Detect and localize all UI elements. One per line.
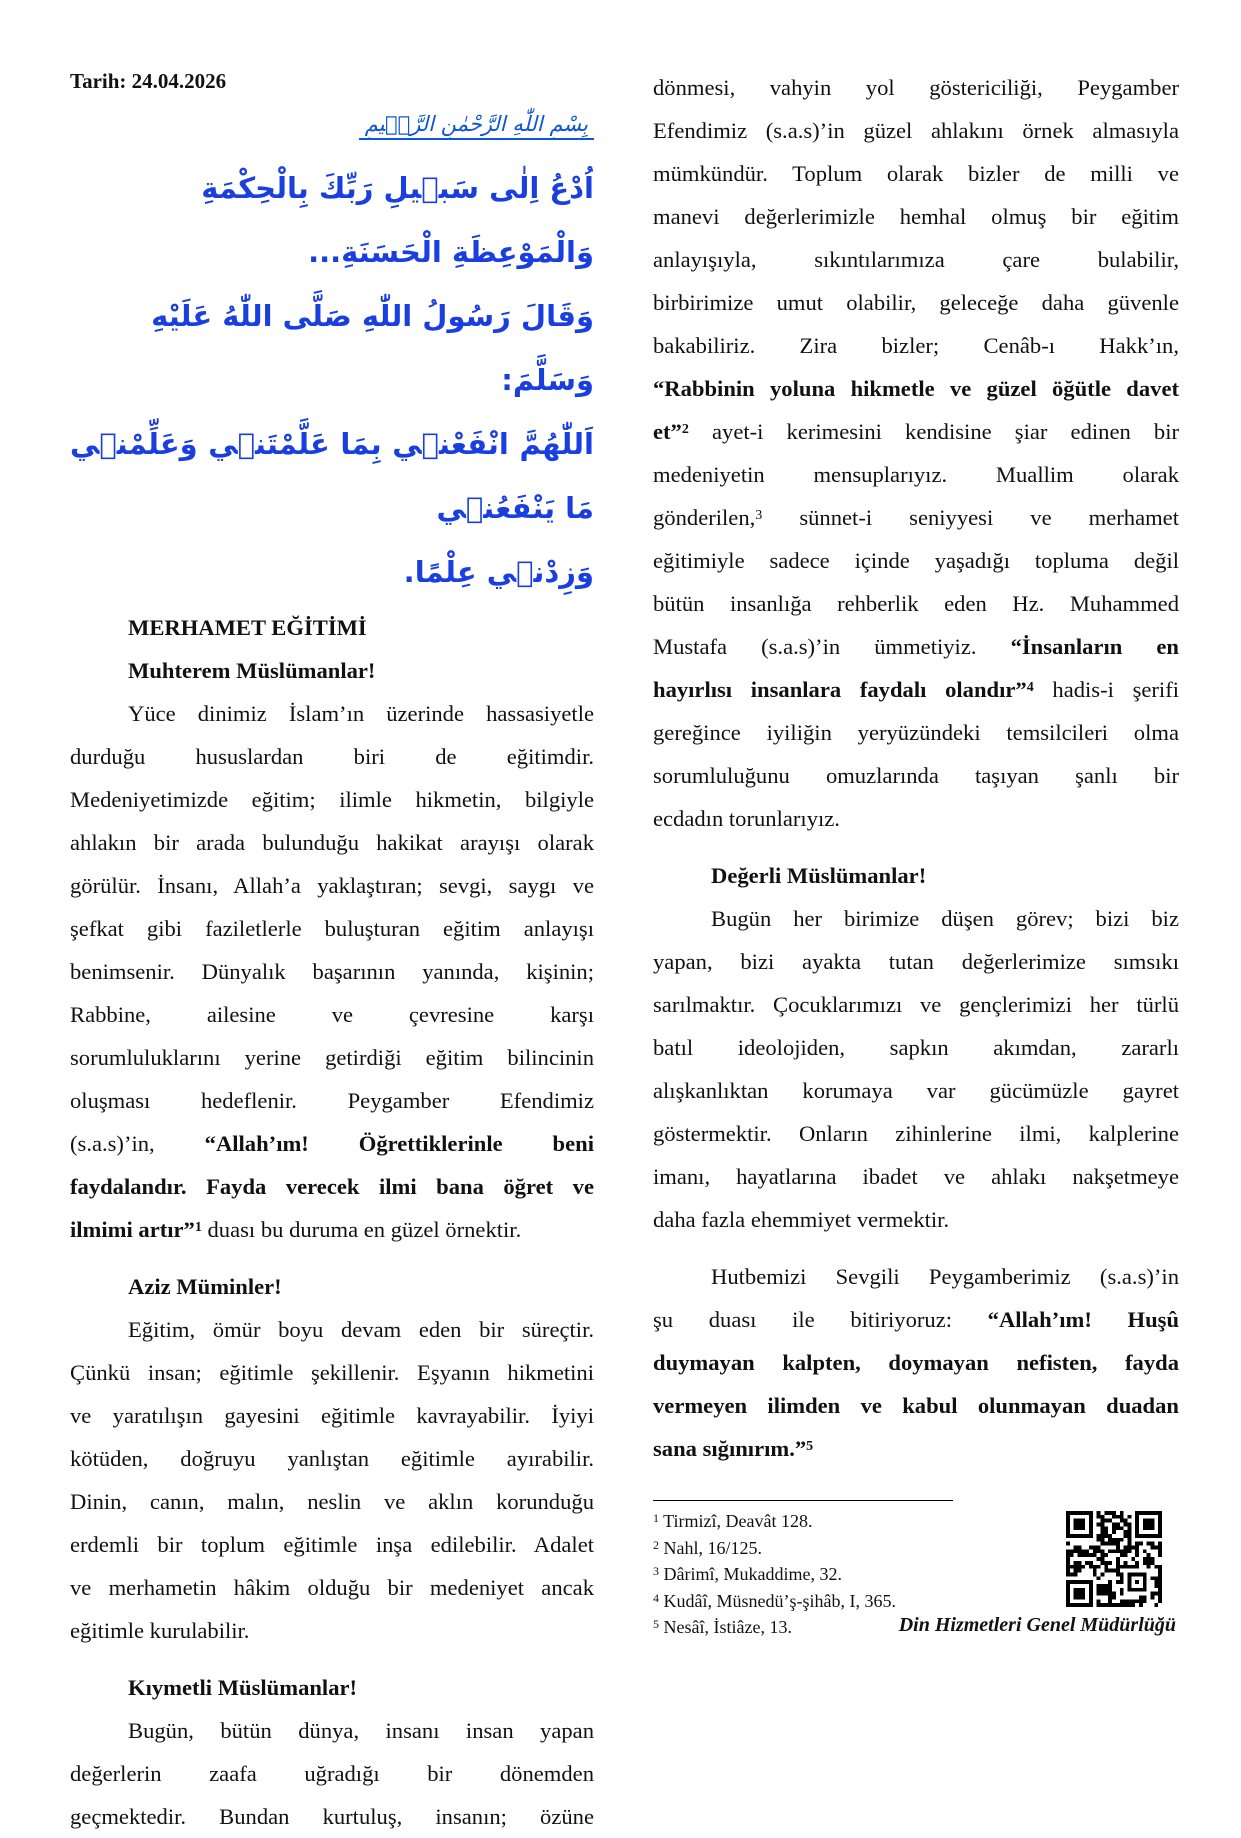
text-line	[653, 625, 1179, 668]
quote-run: faydalandır. Fayda verecek ilmi bana öğret ve	[70, 1174, 594, 1199]
paragraph-4	[653, 897, 1179, 1241]
text-run: (s.a.s)’in,	[70, 1131, 205, 1156]
paragraph-3	[70, 1709, 594, 1838]
text-line	[653, 1298, 1179, 1341]
qr-code-icon[interactable]	[1066, 1511, 1162, 1607]
text-run: ayet-i kerimesini kendisine şiar edinen bir	[688, 419, 1179, 444]
text-line: Bugün her birimize düşen görev; bizi biz	[711, 906, 1179, 931]
footnote-ref: 4	[1026, 680, 1034, 695]
arabic-verse: اُدْعُ اِلٰى سَب۪يلِ رَبِّكَ بِالْحِكْمَةِ وَالْمَوْعِظَةِ الْحَسَنَةِ...	[201, 171, 594, 269]
text-line: gereğince iyiliğin yeryüzündeki temsilcileri olma	[653, 720, 1179, 745]
text-run: şu duası ile bitiriyoruz:	[653, 1307, 988, 1332]
footnote-number: 3	[653, 1564, 659, 1578]
text-run: gönderilen,	[653, 505, 756, 530]
basmala-text: بِسْمِ اللّٰهِ الرَّحْمٰنِ الرَّح۪يمِ	[359, 112, 594, 140]
text-line: Efendimiz (s.a.s)’in güzel ahlakını örnek almasıyla	[653, 118, 1179, 143]
footnote-text: Kudâî, Müsnedü’ş-şihâb, I, 365.	[659, 1590, 896, 1611]
arabic-hadith-intro: وَقَالَ رَسُولُ اللّٰهِ صَلَّى اللّٰهُ عَلَيْهِ وَسَلَّمَ:	[151, 299, 594, 397]
text-line	[70, 1122, 594, 1165]
quote-run: vermeyen ilimden ve kabul olunmayan duadan	[653, 1393, 1179, 1418]
quote-run: duymayan kalpten, doymayan nefisten, fayda	[653, 1350, 1179, 1375]
text-line: birbirimize umut olabilir, geleceğe daha güvenle	[653, 290, 1179, 315]
basmala-calligraphy	[70, 112, 594, 152]
footnote	[653, 1588, 1033, 1615]
heading-degerli: Değerli Müslümanlar!	[711, 863, 927, 888]
footnote-divider	[653, 1500, 953, 1501]
footnote	[653, 1535, 1033, 1562]
text-line	[653, 1384, 1179, 1427]
text-line: oluşması hedeflenir. Peygamber Efendimiz	[70, 1088, 594, 1113]
text-line: Rabbine, ailesine ve çevresine karşı	[70, 1002, 594, 1027]
text-line: daha fazla ehemmiyet vermektir.	[653, 1207, 950, 1232]
heading-aziz: Aziz Müminler!	[128, 1274, 282, 1299]
heading-muhterem: Muhterem Müslümanlar!	[128, 658, 376, 683]
text-line: yapan, bizi ayakta tutan değerlerimize sımsıkı	[653, 949, 1179, 974]
quote-run: ilmimi artır”	[70, 1217, 195, 1242]
sermon-date: Tarih: 24.04.2026	[70, 69, 227, 93]
footnote-number: 1	[653, 1511, 659, 1525]
text-line: Medeniyetimizde eğitim; ilimle hikmetin, bilgiyle	[70, 787, 594, 812]
text-line: alışkanlıktan korumaya var gücümüzle gayret	[653, 1078, 1179, 1103]
text-line: medeniyetin mensuplarıyız. Muallim olarak	[653, 462, 1179, 487]
text-run: Mustafa (s.a.s)’in ümmetiyiz.	[653, 634, 1011, 659]
text-line: kötüden, doğruyu yanlıştan eğitimle ayırabilir.	[70, 1446, 594, 1471]
paragraph-1	[70, 692, 594, 1251]
text-line	[653, 367, 1179, 410]
footnote-ref: 1	[194, 1220, 202, 1235]
footnote-number: 5	[653, 1617, 659, 1631]
text-line: imanı, hayatlarına ibadet ve ahlakı nakşetmeye	[653, 1164, 1179, 1189]
text-line: ve yaratılışın gayesini eğitimle kavrayabilir. İyiyi	[70, 1403, 594, 1428]
footnote-text: Tirmizî, Deavât 128.	[659, 1511, 813, 1531]
right-column	[653, 66, 1179, 1470]
text-line: eğitimle kurulabilir.	[70, 1618, 250, 1643]
text-line: Eğitim, ömür boyu devam eden bir süreçtir.	[128, 1317, 594, 1342]
footnote-ref: 5	[806, 1439, 814, 1454]
footnote-text: Dârimî, Mukaddime, 32.	[659, 1564, 842, 1584]
text-line: sorumluluğunu omuzlarında taşıyan şanlı bir	[653, 763, 1179, 788]
footnote-number: 4	[653, 1590, 659, 1605]
text-line	[70, 1165, 594, 1208]
text-line	[653, 668, 1179, 711]
text-line: bütün insanlığa rehberlik eden Hz. Muhammed	[653, 591, 1179, 616]
quote-run: “İnsanların en	[1010, 634, 1179, 659]
text-line: Yüce dinimiz İslam’ın üzerinde hassasiyetle	[128, 701, 594, 726]
text-run: duası bu duruma en güzel örnektir.	[201, 1217, 522, 1242]
footnote	[653, 1561, 1033, 1588]
text-line: anlayışıyla, sıkıntılarımıza çare bulabilir,	[653, 247, 1179, 272]
arabic-hadith-line-2: وَزِدْن۪ي عِلْمًا.	[403, 555, 594, 589]
text-line: geçmektedir. Bundan kurtuluş, insanın; özüne	[70, 1804, 594, 1829]
arabic-hadith-line-1: اَللّٰهُمَّ انْفَعْن۪ي بِمَا عَلَّمْتَن۪ي وَعَلِّمْن۪ي مَا يَنْفَعُن۪ي	[70, 427, 594, 525]
text-line: benimsenir. Dünyalık başarının yanında, kişinin;	[70, 959, 594, 984]
text-line	[653, 496, 1179, 539]
text-line: bakabiliriz. Zira bizler; Cenâb-ı Hakk’ın,	[653, 333, 1179, 358]
text-line: ve merhametin hâkim olduğu bir medeniyet ancak	[70, 1575, 594, 1600]
text-line: eğitimiyle sadece içinde yaşadığı topluma değil	[653, 548, 1179, 573]
text-line: göstermektir. Onların zihinlerine ilmi, kalplerine	[653, 1121, 1179, 1146]
text-line: ecdadın torunlarıyız.	[653, 806, 840, 831]
text-line: sorumluluklarını yerine getirdiği eğitim bilincinin	[70, 1045, 594, 1070]
footnote-ref: 3	[755, 508, 763, 523]
paragraph-3-continued	[653, 66, 1179, 840]
text-line: sarılmaktır. Çocuklarımızı ve gençlerimizi her türlü	[653, 992, 1179, 1017]
quote-run: sana sığınırım.”	[653, 1436, 807, 1461]
text-line	[653, 410, 1179, 453]
text-line: Hutbemizi Sevgili Peygamberimiz (s.a.s)’in	[711, 1264, 1179, 1289]
text-line: Çünkü insan; eğitimle şekillenir. Eşyanın hikmetini	[70, 1360, 594, 1385]
footnote-text: Nesâî, İstiâze, 13.	[659, 1617, 792, 1637]
sermon-title: MERHAMET EĞİTİMİ	[128, 615, 367, 640]
text-line: batıl ideolojiden, sapkın akımdan, zararlı	[653, 1035, 1179, 1060]
left-column	[70, 66, 594, 1838]
text-line: manevi değerlerimizle hemhal olmuş bir eğitim	[653, 204, 1179, 229]
footnote-ref: 2	[681, 422, 689, 437]
heading-kiymetli: Kıymetli Müslümanlar!	[128, 1675, 358, 1700]
text-line: durduğu hususlardan biri de eğitimdir.	[70, 744, 594, 769]
text-run: hadis-i şerifi	[1033, 677, 1179, 702]
paragraph-2	[70, 1308, 594, 1652]
text-line: değerlerin zaafa uğradığı bir dönemden	[70, 1761, 594, 1786]
text-line: ahlakın bir arada bulunduğu hakikat arayışı olarak	[70, 830, 594, 855]
text-line: erdemli bir toplum eğitimle inşa edilebilir. Adalet	[70, 1532, 594, 1557]
text-line	[70, 1208, 594, 1251]
text-line: mümkündür. Toplum olarak bizler de milli ve	[653, 161, 1179, 186]
text-line: dönmesi, vahyin yol göstericiliği, Peygamber	[653, 75, 1179, 100]
signature: Din Hizmetleri Genel Müdürlüğü	[898, 1614, 1176, 1636]
footnote-text: Nahl, 16/125.	[659, 1537, 762, 1558]
footnote	[653, 1508, 1033, 1535]
quote-run: hayırlısı insanlara faydalı olandır”	[653, 677, 1027, 702]
text-line: görülür. İnsanı, Allah’a yaklaştıran; sevgi, saygı ve	[70, 873, 594, 898]
text-line: şefkat gibi faziletlerle buluşturan eğitim anlayışı	[70, 916, 594, 941]
closing-paragraph	[653, 1255, 1179, 1470]
quote-run: “Rabbinin yoluna hikmetle ve güzel öğütle davet	[653, 376, 1179, 401]
text-line	[653, 1427, 1179, 1470]
quote-run: “Allah’ım! Huşû	[987, 1307, 1180, 1332]
quote-run: et”	[653, 419, 682, 444]
footnote-number: 2	[653, 1537, 659, 1552]
text-line: Bugün, bütün dünya, insanı insan yapan	[128, 1718, 594, 1743]
quote-run: “Allah’ım! Öğrettiklerinle beni	[204, 1131, 594, 1156]
text-line: Dinin, canın, malın, neslin ve aklın korunduğu	[70, 1489, 594, 1514]
text-run: sünnet-i seniyyesi ve merhamet	[762, 505, 1179, 530]
text-line	[653, 1341, 1179, 1384]
